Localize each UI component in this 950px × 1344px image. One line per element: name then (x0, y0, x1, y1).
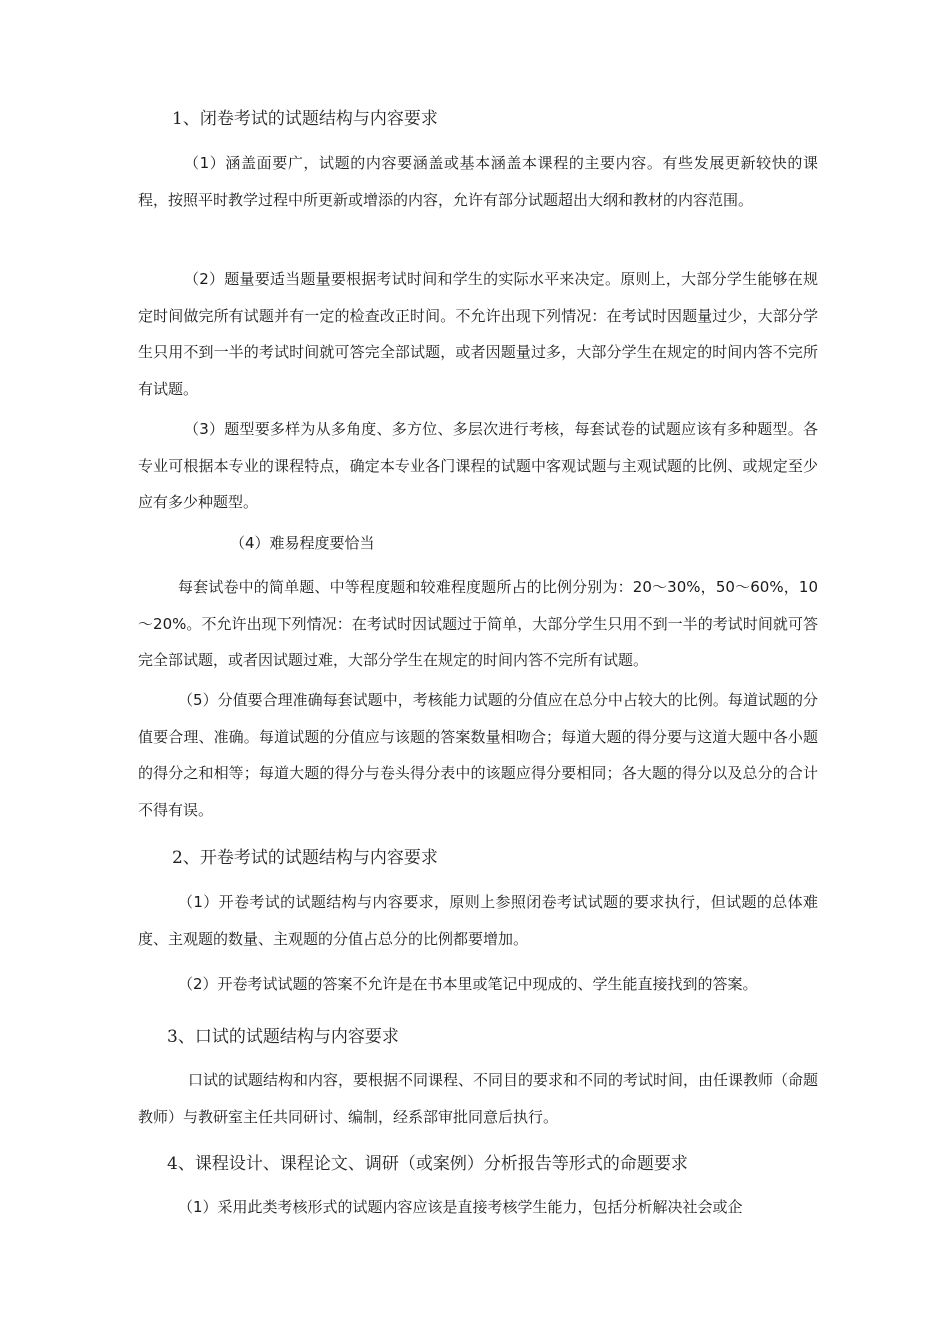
paragraph: （4）难易程度要恰当 (230, 534, 375, 552)
paragraph: （3）题型要多样为从多角度、多方位、多层次进行考核，每套试卷的试题应该有多种题型。各专业可根据本专业的课程特点，确定本专业各门课程的试题中客观试题与主观试题的比例、或规定至少应有多少种题型。 (138, 420, 818, 511)
paragraph: 口试的试题结构和内容，要根据不同课程、不同目的要求和不同的考试时间，由任课教师（命题教师）与教研室主任共同研讨、编制，经系部审批同意后执行。 (138, 1071, 819, 1126)
paragraph: （2）题量要适当题量要根据考试时间和学生的实际水平来决定。原则上，大部分学生能够在规定时间做完所有试题并有一定的检查改正时间。不允许出现下列情况：在考试时因题量过少，大部分学生只用不到一半的考试时间就可答完全部试题，或者因题量过多，大部分学生在规定的时间内答不完所有试题。 (138, 270, 818, 398)
section-heading: 4、课程设计、课程论文、调研（或案例）分析报告等形式的命题要求 (167, 1154, 688, 1174)
paragraph: （5）分值要合理准确每套试题中，考核能力试题的分值应在总分中占较大的比例。每道试题的分值要合理、准确。每道试题的分值应与该题的答案数量相吻合；每道大题的得分要与这道大题中各小题的得分之和相等；每道大题的得分与卷头得分表中的该题应得分要相同；各大题的得分以及总分的合计不得有误。 (138, 691, 818, 819)
paragraph: （1）采用此类考核形式的试题内容应该是直接考核学生能力，包括分析解决社会或企 (178, 1198, 743, 1216)
section-heading: 3、口试的试题结构与内容要求 (167, 1027, 399, 1047)
paragraph: （1）开卷考试的试题结构与内容要求，原则上参照闭卷考试试题的要求执行，但试题的总体难度、主观题的数量、主观题的分值占总分的比例都要增加。 (138, 893, 818, 948)
paragraph: （2）开卷考试试题的答案不允许是在书本里或笔记中现成的、学生能直接找到的答案。 (178, 975, 758, 993)
paragraph: 每套试卷中的简单题、中等程度题和较难程度题所占的比例分别为：20～30%，50～60%，10～20%。不允许出现下列情况：在考试时因试题过于简单，大部分学生只用不到一半的考试时间就可答完全部试题，或者因试题过难，大部分学生在规定的时间内答不完所有试题。 (138, 578, 818, 669)
paragraph: （1）涵盖面要广，试题的内容要涵盖或基本涵盖本课程的主要内容。有些发展更新较快的课程，按照平时教学过程中所更新或增添的内容，允许有部分试题超出大纲和教材的内容范围。 (138, 154, 818, 209)
section-heading: 1、闭卷考试的试题结构与内容要求 (172, 109, 438, 129)
section-heading: 2、开卷考试的试题结构与内容要求 (172, 848, 438, 868)
